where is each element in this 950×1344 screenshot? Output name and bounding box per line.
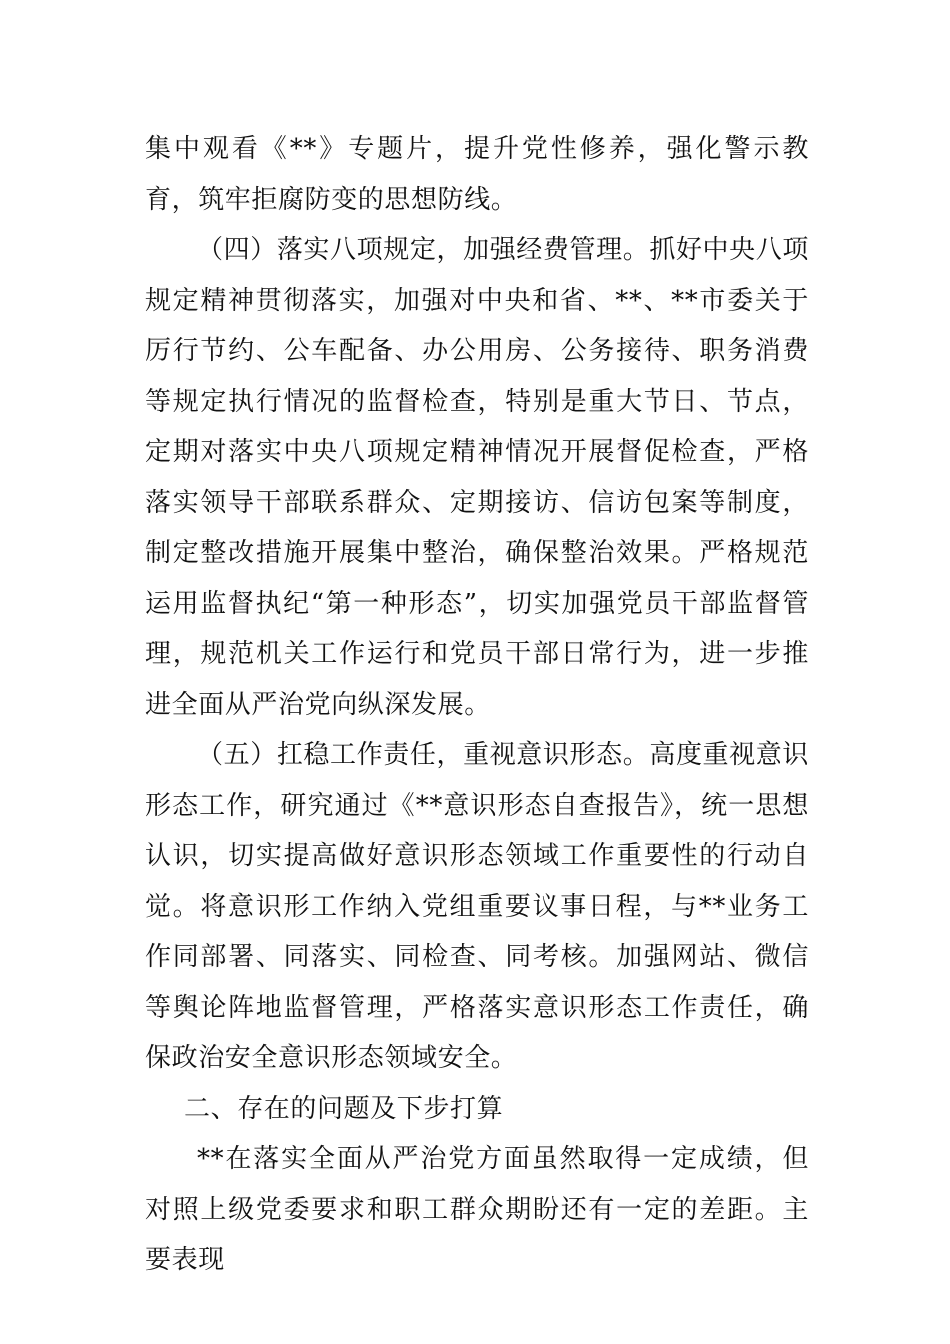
paragraph-section-four: （四）落实八项规定，加强经费管理。抓好中央八项规定精神贯彻落实，加强对中央和省、**、**市委关于厉行节约、公车配备、办公用房、公务接待、职务消费等规定执行情况的监督检查，特别是重大节日、节点，定期对落实中央八项规定精神情况开展督促检查，严格落实领导干部联系群众、定期接访、信访包案等制度，制定整改措施开展集中整治，确保整治效果。严格规范运用监督执纪“第一种形态”，切实加强党员干部监督管理，规范机关工作运行和党员干部日常行为，进一步推进全面从严治党向纵深发展。: [145, 235, 809, 720]
section-heading-problems: 二、存在的问题及下步打算: [184, 1093, 504, 1124]
paragraph-continuation: 集中观看《**》专题片，提升党性修养，强化警示教育，筑牢拒腐防变的思想防线。: [145, 134, 809, 215]
paragraph-section-five: （五）扛稳工作责任，重视意识形态。高度重视意识形态工作，研究通过《**意识形态自查报告》，统一思想认识，切实提高做好意识形态领域工作重要性的行动自觉。将意识形工作纳入党组重要议事日程，与**业务工作同部署、同落实、同检查、同考核。加强网站、微信等舆论阵地监督管理，严格落实意识形态工作责任，确保政治安全意识形态领域安全。: [145, 740, 809, 1073]
paragraph-problems-intro: **在落实全面从严治党方面虽然取得一定成绩，但对照上级党委要求和职工群众期盼还有一定的差距。主要表现: [145, 1144, 809, 1275]
document-body: [145, 124, 809, 1286]
